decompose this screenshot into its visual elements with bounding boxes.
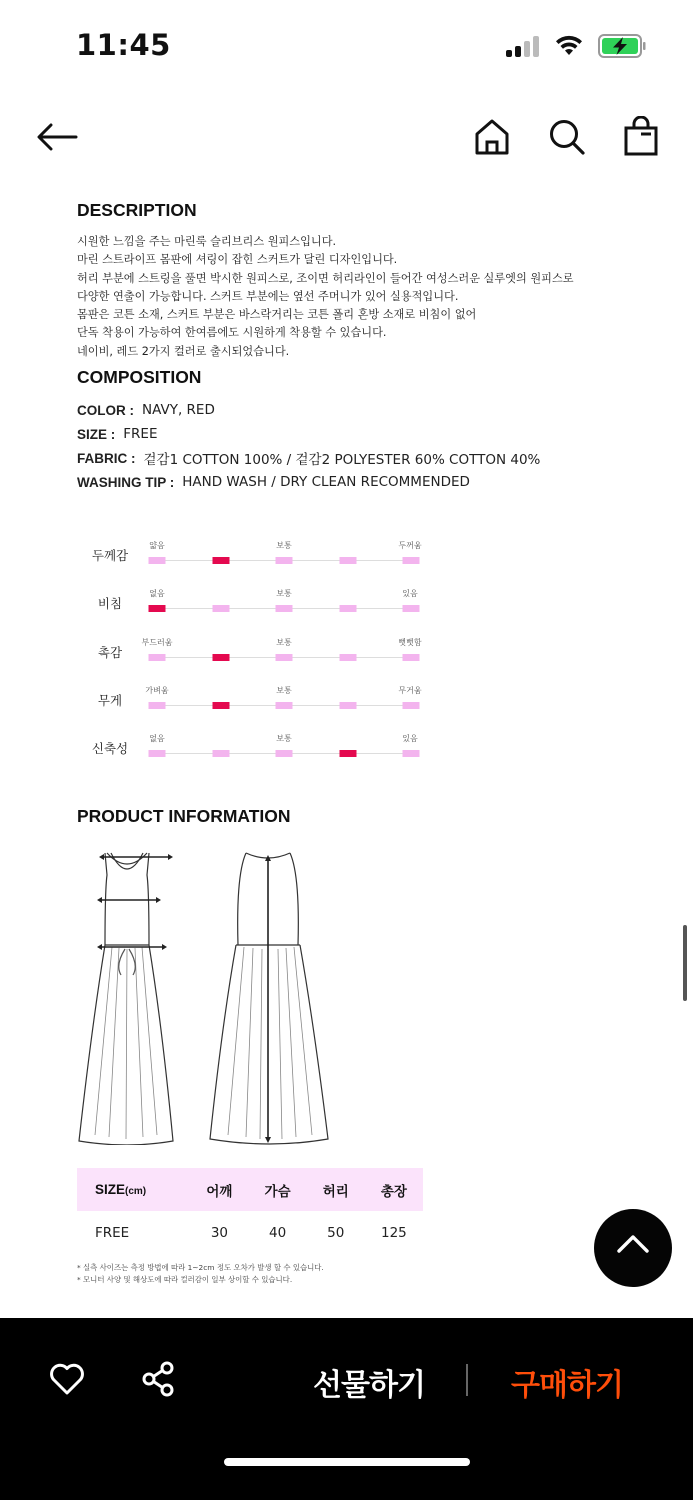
scale-low-label: 없음 xyxy=(149,589,165,598)
scale-marker-selected xyxy=(212,557,229,564)
scale-low-label: 얇음 xyxy=(149,541,165,550)
scale-row-weight xyxy=(77,681,437,721)
scale-high-label: 무거움 xyxy=(398,686,422,695)
description-line: 마린 스트라이프 몸판에 셔링이 잡힌 스커트가 달린 디자인입니다. xyxy=(77,253,398,267)
size-note: * 실측 사이즈는 측정 방법에 따라 1~2cm 정도 오차가 발생 할 수 있습니다. xyxy=(77,1263,324,1272)
scale-marker-selected xyxy=(149,605,166,612)
waist-column-header: 허리 xyxy=(322,1183,349,1199)
fabric-scale-table xyxy=(77,536,437,766)
scale-low-label: 없음 xyxy=(149,734,165,743)
scale-marker xyxy=(339,605,356,612)
size-table xyxy=(77,1168,423,1255)
dress-back-flat-sketch xyxy=(208,845,332,1145)
scale-marker xyxy=(339,654,356,661)
scale-label: 신축성 xyxy=(91,741,129,756)
scale-row-texture xyxy=(77,633,437,673)
scale-mid-label: 보통 xyxy=(276,589,292,598)
shoulder-cell: 30 xyxy=(210,1225,229,1241)
cellular-signal-icon xyxy=(506,35,542,57)
scale-marker xyxy=(212,605,229,612)
composition-value: 겉감1 COTTON 100% / 겉감2 POLYESTER 60% COTTON 40% xyxy=(143,452,541,469)
composition-value: FREE xyxy=(123,426,158,443)
composition-list xyxy=(77,398,637,494)
scale-marker xyxy=(149,654,166,661)
size-note: * 모니터 사양 및 해상도에 따라 컬러감이 일부 상이할 수 있습니다. xyxy=(77,1275,293,1284)
heart-icon[interactable] xyxy=(49,1362,85,1396)
scale-high-label: 있음 xyxy=(402,589,418,598)
scale-marker xyxy=(339,557,356,564)
scale-high-label: 뻣뻣함 xyxy=(398,638,422,647)
scale-marker xyxy=(403,557,420,564)
composition-value: HAND WASH / DRY CLEAN RECOMMENDED xyxy=(182,474,470,491)
composition-row-color xyxy=(77,398,637,422)
scale-low-label: 부드러움 xyxy=(141,638,173,647)
composition-value: NAVY, RED xyxy=(142,402,215,419)
scale-label: 무게 xyxy=(97,693,123,708)
dress-front-flat-sketch xyxy=(77,845,177,1145)
scale-marker xyxy=(276,654,293,661)
scale-marker xyxy=(339,702,356,709)
size-table-header xyxy=(77,1168,423,1211)
bottom-bar-divider xyxy=(466,1364,468,1396)
composition-key: FABRIC : xyxy=(77,450,136,466)
gift-button[interactable]: 선물하기 xyxy=(313,1368,425,1403)
scale-label: 촉감 xyxy=(97,645,123,660)
scale-marker xyxy=(403,654,420,661)
home-icon[interactable] xyxy=(474,118,510,156)
scale-row-thickness xyxy=(77,536,437,576)
size-notes xyxy=(77,1262,324,1286)
scale-marker-selected xyxy=(212,654,229,661)
search-icon[interactable] xyxy=(548,118,586,156)
composition-key: WASHING TIP : xyxy=(77,474,175,490)
product-detail-content xyxy=(77,200,637,494)
scale-row-sheerness xyxy=(77,584,437,624)
description-line: 몸판은 코튼 소재, 스커트 부분은 바스락거리는 코튼 폴리 혼방 소재로 비침이 없어 xyxy=(77,308,477,322)
composition-row-size xyxy=(77,422,637,446)
table-row xyxy=(77,1211,423,1255)
scale-marker xyxy=(403,750,420,757)
scale-marker xyxy=(276,605,293,612)
scale-mid-label: 보통 xyxy=(276,541,292,550)
battery-charging-icon xyxy=(598,34,646,58)
top-nav xyxy=(0,100,693,180)
length-column-header: 총장 xyxy=(380,1183,407,1199)
scale-mid-label: 보통 xyxy=(276,686,292,695)
bottom-action-bar xyxy=(0,1318,693,1500)
chevron-up-icon xyxy=(616,1234,650,1254)
description-line: 단독 착용이 가능하여 한여름에도 시원하게 착용할 수 있습니다. xyxy=(77,326,387,340)
description-line: 네이비, 레드 2가지 컬러로 출시되었습니다. xyxy=(77,344,290,358)
share-icon[interactable] xyxy=(140,1360,178,1398)
description-line: 시원한 느낌을 주는 마린룩 슬리브리스 원피스입니다. xyxy=(77,235,337,248)
scale-marker xyxy=(212,750,229,757)
composition-key: SIZE : xyxy=(77,426,116,442)
scale-marker xyxy=(276,750,293,757)
scroll-to-top-button[interactable] xyxy=(594,1209,672,1287)
description-line: 허리 부분에 스트링을 풀면 박시한 원피스로, 조이면 허리라인이 들어간 여성스러운 실루엣의 원피스로 xyxy=(77,271,574,285)
buy-button[interactable]: 구매하기 xyxy=(511,1368,623,1403)
status-bar xyxy=(0,0,693,92)
scale-marker xyxy=(276,702,293,709)
scale-marker xyxy=(403,702,420,709)
waist-cell: 50 xyxy=(327,1225,345,1241)
composition-title: COMPOSITION xyxy=(77,367,202,388)
scale-marker xyxy=(149,702,166,709)
scroll-indicator[interactable] xyxy=(683,925,687,1001)
home-indicator[interactable] xyxy=(224,1458,470,1466)
scale-marker xyxy=(149,557,166,564)
wifi-icon xyxy=(554,33,584,57)
shopping-bag-icon[interactable] xyxy=(624,116,658,156)
product-information-title: PRODUCT INFORMATION xyxy=(77,806,291,826)
composition-row-washing xyxy=(77,470,637,494)
scale-label: 두께감 xyxy=(91,548,129,563)
scale-marker-selected xyxy=(339,750,356,757)
chest-cell: 40 xyxy=(268,1225,287,1241)
length-cell: 125 xyxy=(381,1225,407,1241)
description-line: 다양한 연출이 가능합니다. 스커트 부분에는 옆선 주머니가 있어 실용적입니다. xyxy=(77,289,459,303)
scale-mid-label: 보통 xyxy=(276,734,292,743)
scale-mid-label: 보통 xyxy=(276,638,292,647)
description-title: DESCRIPTION xyxy=(77,200,197,220)
scale-row-stretch xyxy=(77,729,437,769)
back-arrow-icon[interactable] xyxy=(36,122,78,152)
chest-column-header: 가슴 xyxy=(264,1183,291,1199)
scale-label: 비침 xyxy=(97,596,123,611)
scale-marker xyxy=(276,557,293,564)
scale-high-label: 있음 xyxy=(402,734,418,743)
scale-marker-selected xyxy=(212,702,229,709)
status-time: 11:45 xyxy=(76,28,171,62)
scale-low-label: 가벼움 xyxy=(145,686,169,695)
description-text xyxy=(77,233,637,361)
scale-marker xyxy=(403,605,420,612)
shoulder-column-header: 어깨 xyxy=(206,1183,233,1199)
size-cell: FREE xyxy=(95,1225,130,1241)
scale-high-label: 두꺼움 xyxy=(398,541,422,550)
size-column-header: SIZE(cm) xyxy=(95,1182,147,1197)
composition-row-fabric xyxy=(77,446,637,470)
composition-key: COLOR : xyxy=(77,402,134,418)
scale-marker xyxy=(149,750,166,757)
